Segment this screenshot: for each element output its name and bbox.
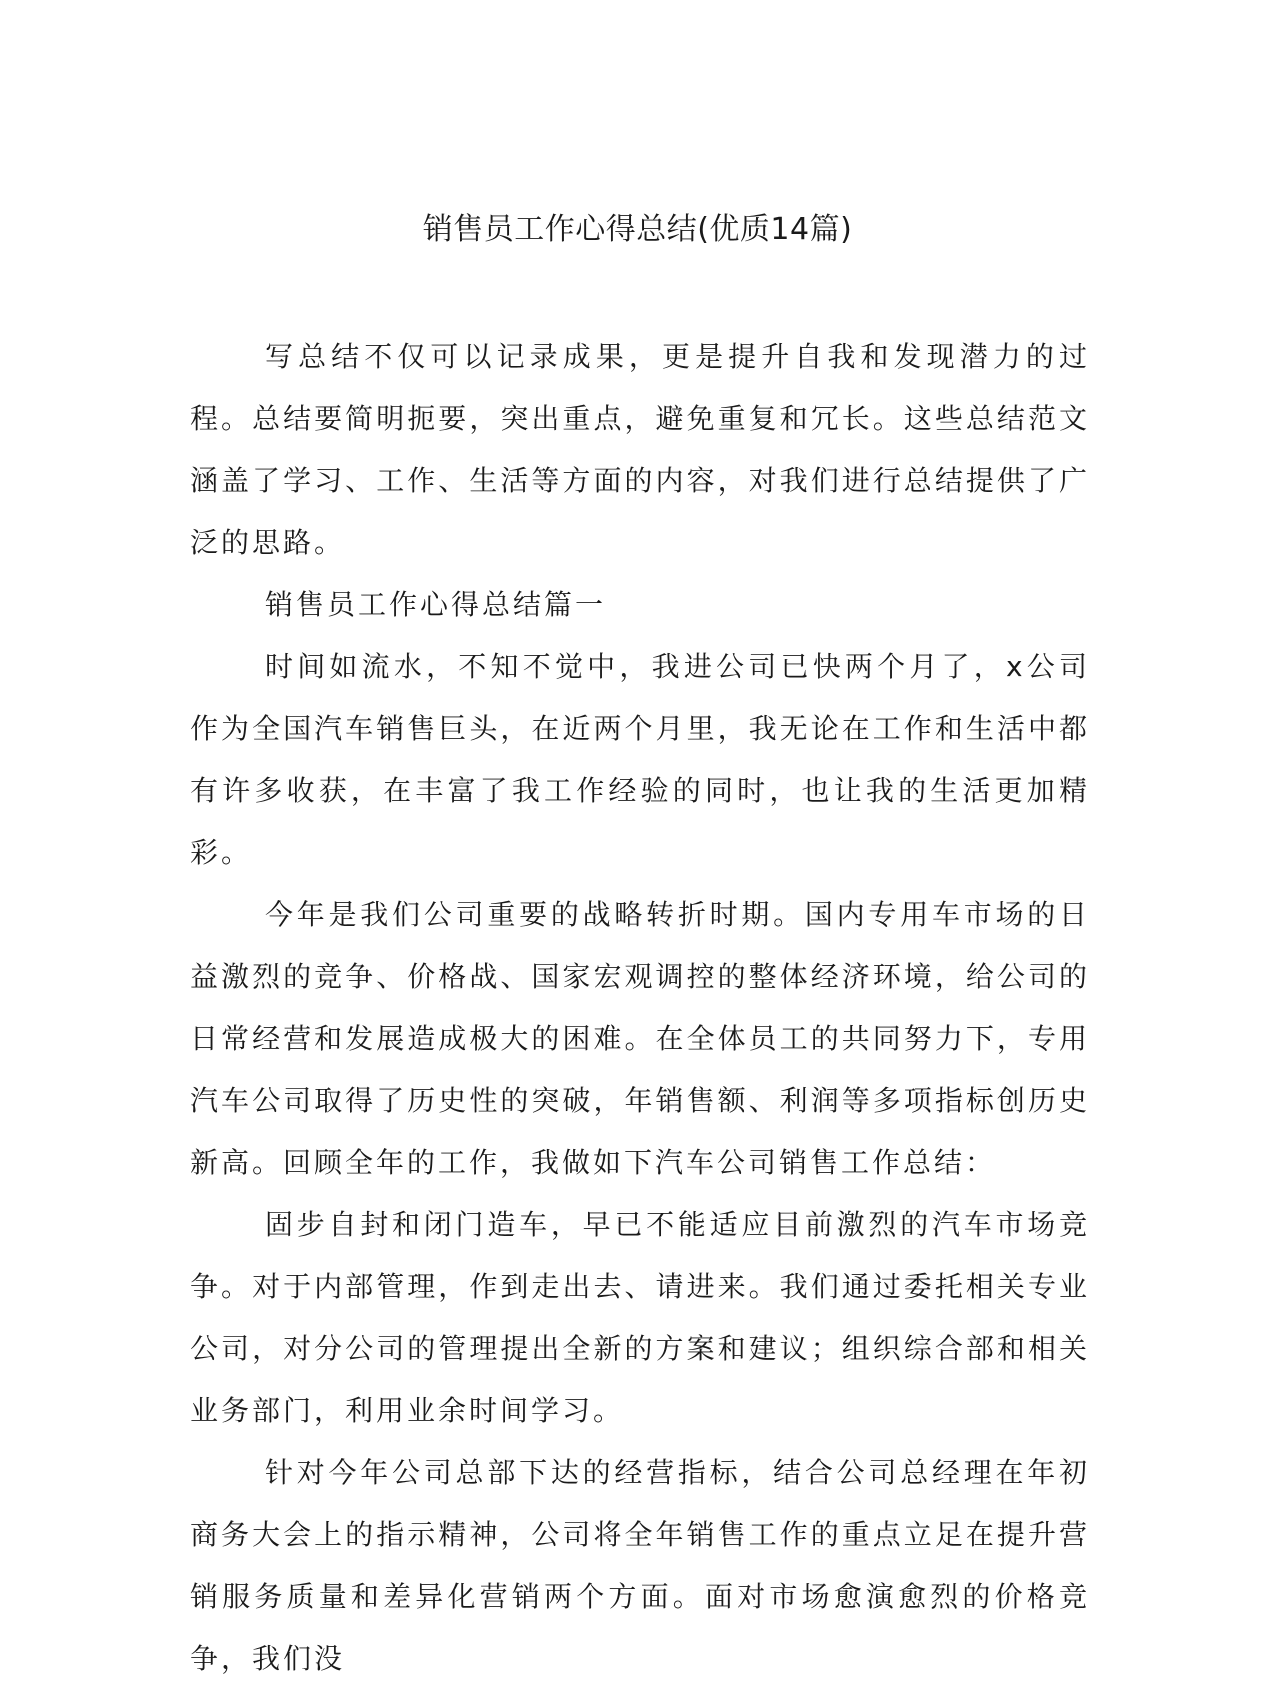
document-body bbox=[190, 326, 1090, 1690]
document-title: 销售员工作心得总结(优质14篇) bbox=[422, 212, 853, 247]
body-paragraph: 今年是我们公司重要的战略转折时期。国内专用车市场的日益激烈的竞争、价格战、国家宏观调控的整体经济环境，给公司的日常经营和发展造成极大的困难。在全体员工的共同努力下，专用汽车公司取得了历史性的突破，年销售额、利润等多项指标创历史新高。回顾全年的工作，我做如下汽车公司销售工作总结： bbox=[190, 898, 1090, 1179]
intro-paragraph: 写总结不仅可以记录成果，更是提升自我和发现潜力的过程。总结要简明扼要，突出重点，避免重复和冗长。这些总结范文涵盖了学习、工作、生活等方面的内容，对我们进行总结提供了广泛的思路。 bbox=[190, 340, 1090, 559]
section-heading: 销售员工作心得总结篇一 bbox=[265, 588, 607, 621]
body-paragraph: 固步自封和闭门造车，早已不能适应目前激烈的汽车市场竞争。对于内部管理，作到走出去、请进来。我们通过委托相关专业公司，对分公司的管理提出全新的方案和建议；组织综合部和相关业务部门，利用业余时间学习。 bbox=[190, 1208, 1090, 1427]
body-paragraph: 时间如流水，不知不觉中，我进公司已快两个月了，x公司作为全国汽车销售巨头，在近两个月里，我无论在工作和生活中都有许多收获，在丰富了我工作经验的同时，也让我的生活更加精彩。 bbox=[190, 650, 1090, 869]
body-paragraph: 针对今年公司总部下达的经营指标，结合公司总经理在年初商务大会上的指示精神，公司将全年销售工作的重点立足在提升营销服务质量和差异化营销两个方面。面对市场愈演愈烈的价格竞争，我们没 bbox=[190, 1456, 1090, 1675]
